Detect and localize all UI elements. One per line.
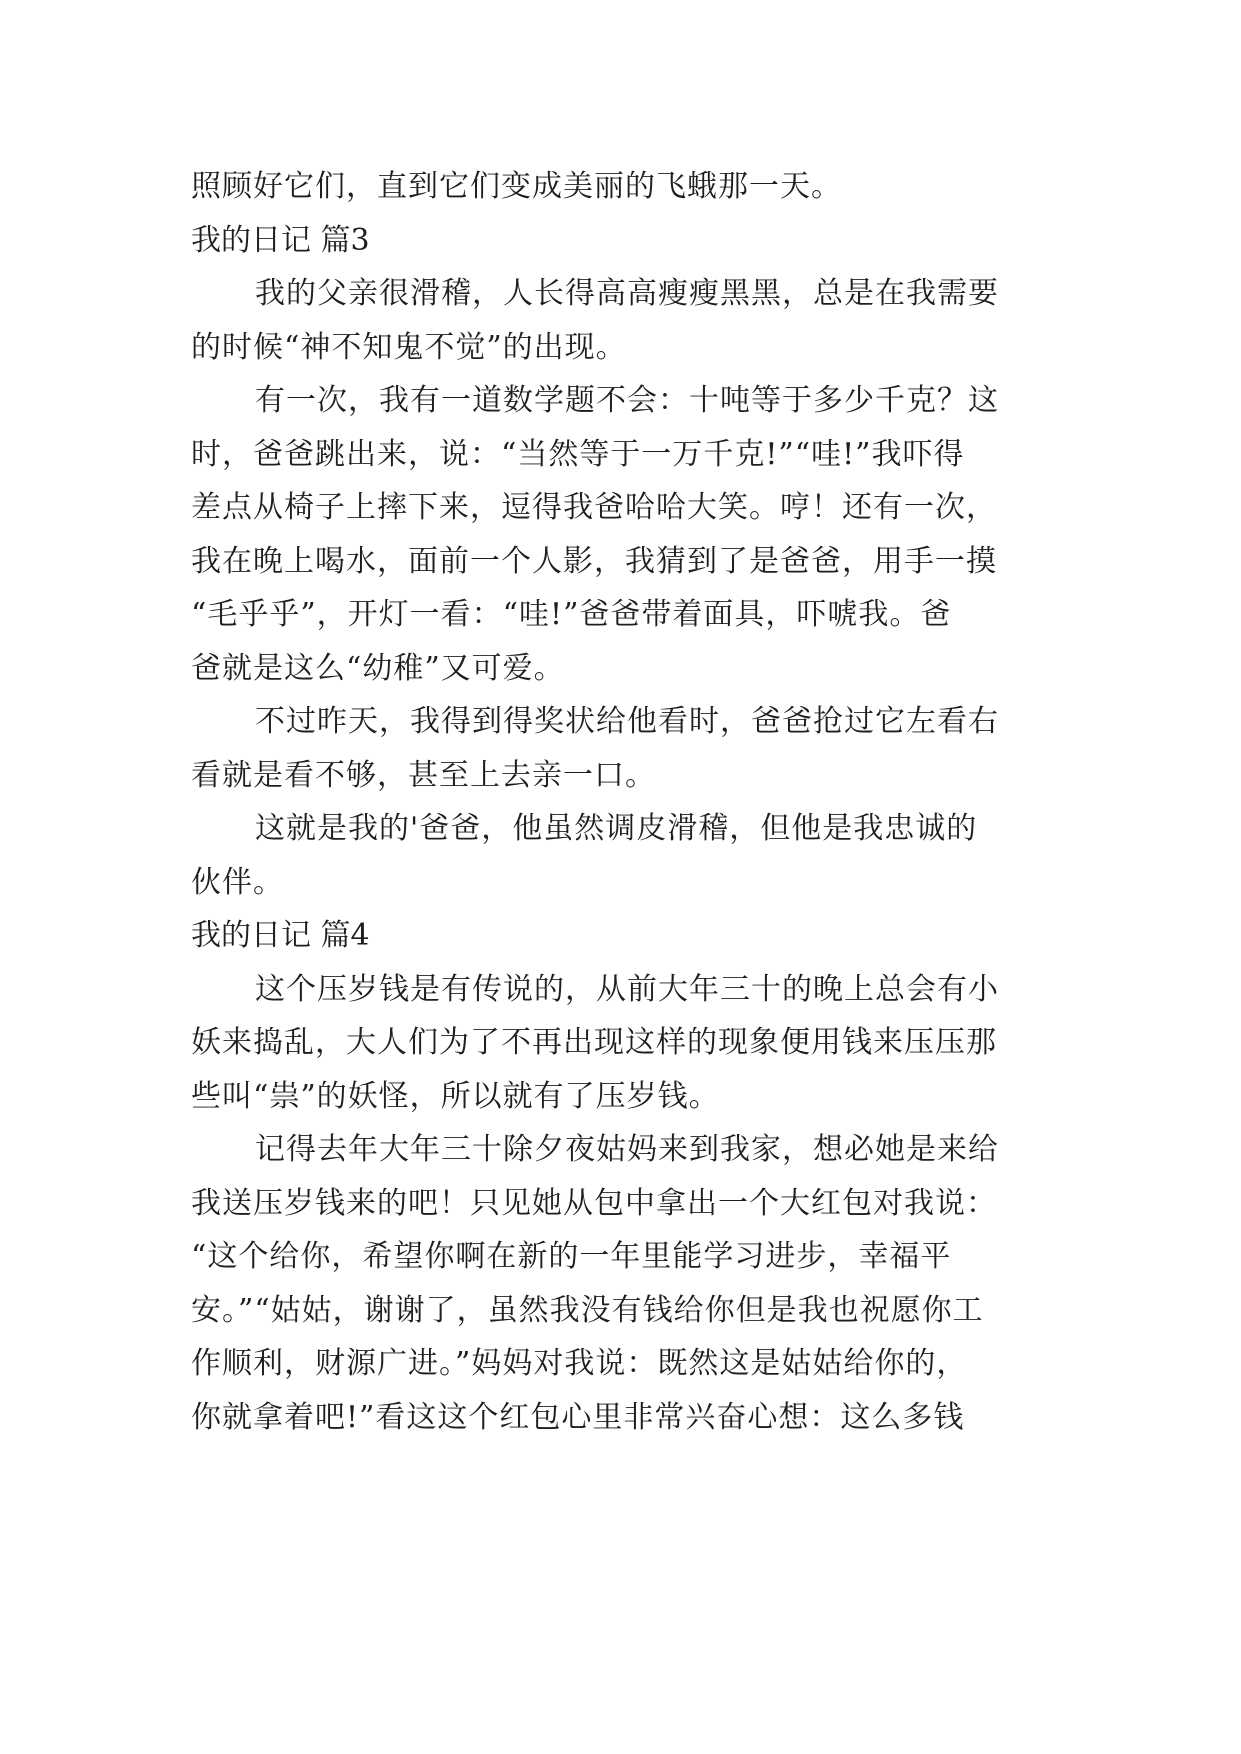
text-line: 照顾好它们，直到它们变成美丽的飞蛾那一天。 xyxy=(191,169,842,204)
paragraph-line: 伙伴。 xyxy=(191,864,284,900)
paragraph-line: 记得去年大年三十除夕夜姑妈来到我家，想必她是来给 xyxy=(255,1132,999,1167)
paragraph-line: 差点从椅子上摔下来，逗得我爸哈哈大笑。哼！还有一次， xyxy=(191,490,997,525)
paragraph-line: 我送压岁钱来的吧！只见她从包中拿出一个大红包对我说： xyxy=(191,1185,997,1221)
paragraph-line: 这个压岁钱是有传说的，从前大年三十的晚上总会有小 xyxy=(255,971,999,1007)
paragraph-line: 我的父亲很滑稽，人长得高高瘦瘦黑黑，总是在我需要 xyxy=(255,276,999,311)
paragraph-line: 我在晚上喝水，面前一个人影，我猜到了是爸爸，用手一摸 xyxy=(191,543,997,579)
section-heading-3: 我的日记 篇3 xyxy=(191,222,370,258)
paragraph-line: 些叫“祟”的妖怪，所以就有了压岁钱。 xyxy=(191,1078,720,1114)
paragraph-line: 不过昨天，我得到得奖状给他看时，爸爸抢过它左看右 xyxy=(255,704,999,739)
paragraph-line: 作顺利，财源广进。”妈妈对我说：既然这是姑姑给你的， xyxy=(191,1346,968,1381)
paragraph-line: “这个给你，希望你啊在新的一年里能学习进步，幸福平 xyxy=(191,1239,952,1274)
paragraph-line: “毛乎乎”，开灯一看：“哇!”爸爸带着面具，吓唬我。爸 xyxy=(191,597,952,632)
paragraph-line: 妖来捣乱，大人们为了不再出现这样的现象便用钱来压压那 xyxy=(191,1025,997,1060)
paragraph-line: 你就拿着吧!”看这这个红包心里非常兴奋心想：这么多钱 xyxy=(191,1399,965,1435)
paragraph-line: 时，爸爸跳出来，说：“当然等于一万千克!”“哇!”我吓得 xyxy=(191,436,965,472)
document-text xyxy=(191,160,1051,1444)
paragraph-line: 的时候“神不知鬼不觉”的出现。 xyxy=(191,329,627,365)
paragraph-line: 爸就是这么“幼稚”又可爱。 xyxy=(191,650,565,686)
paragraph-line: 安。”“姑姑，谢谢了，虽然我没有钱给你但是我也祝愿你工 xyxy=(191,1292,984,1328)
paragraph-line: 有一次，我有一道数学题不会：十吨等于多少千克？这 xyxy=(255,383,999,418)
paragraph-line: 这就是我的'爸爸，他虽然调皮滑稽，但他是我忠诚的 xyxy=(255,811,978,846)
paragraph-line: 看就是看不够，甚至上去亲一口。 xyxy=(191,757,656,793)
section-heading-4: 我的日记 篇4 xyxy=(191,918,370,953)
